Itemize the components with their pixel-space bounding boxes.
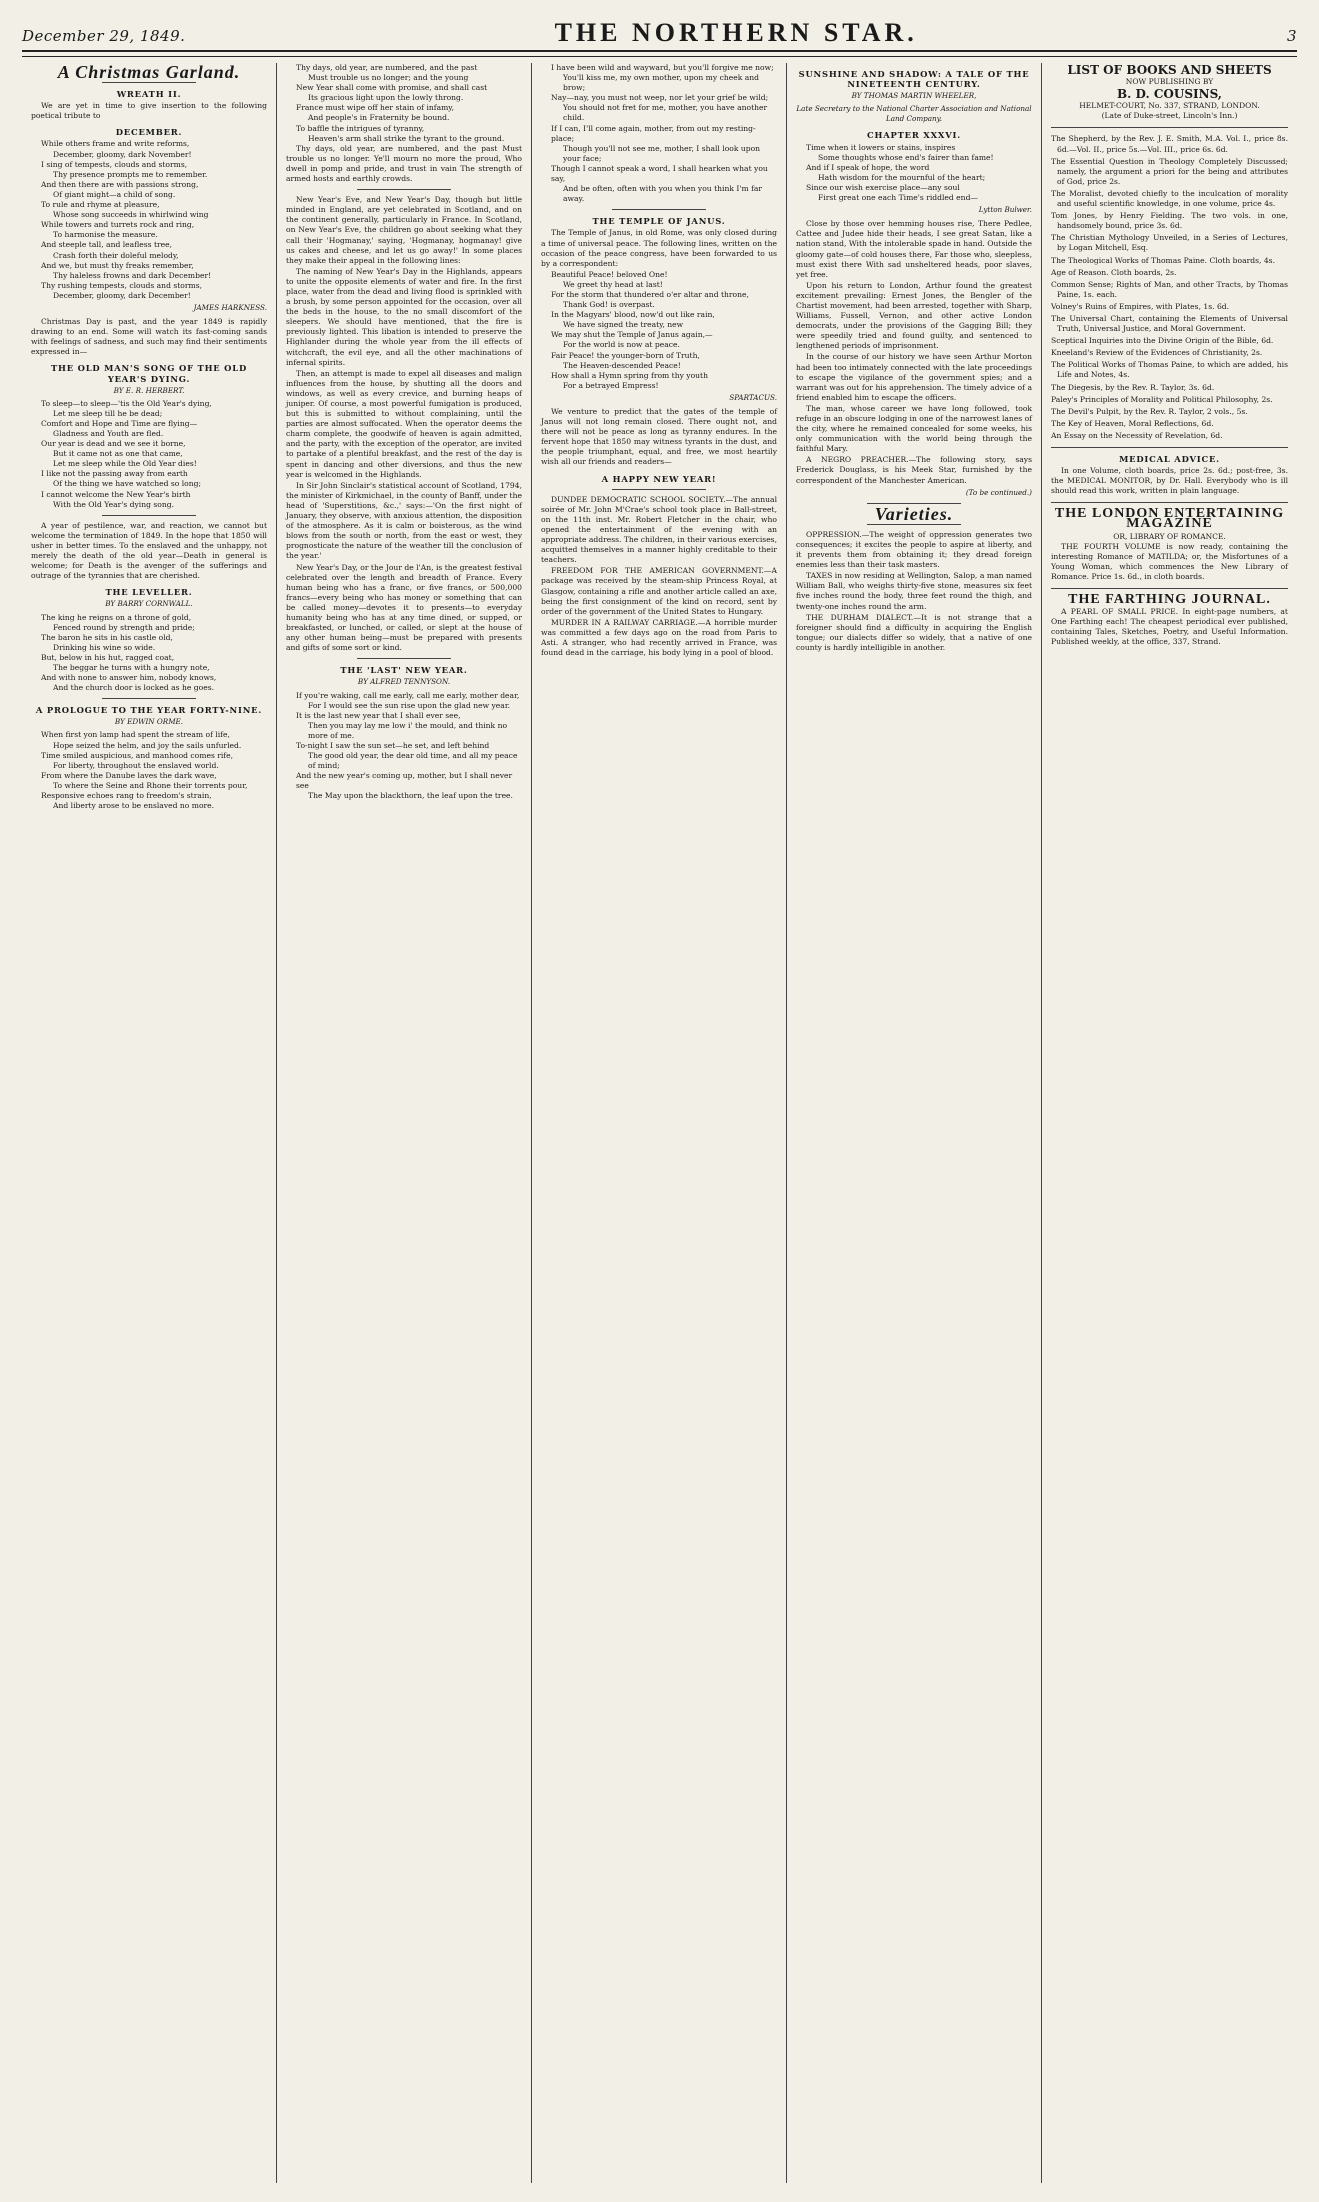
byline: BY BARRY CORNWALL. bbox=[105, 599, 193, 609]
list-item: Sceptical Inquiries into the Divine Origin of the Bible, 6d. bbox=[1051, 336, 1274, 346]
columns bbox=[22, 63, 1297, 2183]
poem-line: Thy rushing tempests, clouds and storms, bbox=[41, 280, 203, 290]
list-item: Kneeland's Review of the Evidences of Christianity, 2s. bbox=[1051, 348, 1263, 358]
list-item: The Diegesis, by the Rev. R. Taylor, 3s. 6d. bbox=[1051, 382, 1215, 392]
verse-block bbox=[541, 63, 777, 204]
chapter-heading: CHAPTER XXXVI. bbox=[867, 130, 961, 141]
poem-line: Heaven's arm shall strike the tyrant to the ground. bbox=[308, 133, 505, 143]
verse-block bbox=[286, 63, 522, 144]
poem-line: For the storm that thundered o'er altar and throne, bbox=[551, 289, 749, 299]
article-paragraph: FREEDOM FOR THE AMERICAN GOVERNMENT.—A package was received by the steam-ship Princess Royal, at Glasgow, containing a rifle and another article called an axe, being the first consignment of the kind on record, sent by order of the government of the United States to Hungary. bbox=[541, 566, 777, 616]
poem-line: You'll kiss me, my own mother, upon my cheek and brow; bbox=[563, 73, 760, 93]
poem-line: But it came not as one that came, bbox=[53, 449, 183, 459]
poem-line: And be often, often with you when you think I'm far away. bbox=[563, 184, 763, 204]
poem-line: To rule and rhyme at pleasure, bbox=[41, 200, 160, 210]
poem-line: The Heaven-descended Peace! bbox=[563, 360, 681, 370]
byline: BY E. R. HERBERT. bbox=[113, 385, 185, 395]
list-item: Volney's Ruins of Empires, with Plates, 1s. 6d. bbox=[1051, 301, 1230, 311]
poem-line: To where the Seine and Rhone their torrents pour, bbox=[53, 780, 248, 790]
poem-line: Let me sleep till he be dead; bbox=[53, 408, 163, 418]
poem-line: New Year shall come with promise, and shall cast bbox=[296, 83, 488, 93]
list-item: Age of Reason. Cloth boards, 2s. bbox=[1051, 267, 1177, 277]
poem-line: And the new year's coming up, mother, but I shall never see bbox=[296, 771, 513, 791]
magazine-title: THE LONDON ENTERTAINING MAGAZINE bbox=[1054, 506, 1285, 532]
poem-line: Hath wisdom for the mournful of the heart; bbox=[818, 172, 986, 182]
poem-line: Though you'll not see me, mother, I shall look upon your face; bbox=[563, 143, 761, 163]
poem-line: Its gracious light upon the lowly throng. bbox=[308, 93, 464, 103]
poem-line: Let me sleep while the Old Year dies! bbox=[53, 459, 197, 469]
poem-line: Of the thing we have watched so long; bbox=[53, 479, 202, 489]
poem-line: And steeple tall, and leafless tree, bbox=[41, 240, 173, 250]
book-list-heading: LIST OF BOOKS AND SHEETS bbox=[1067, 63, 1272, 77]
article-paragraph: THE FOURTH VOLUME is now ready, containing the interesting Romance of MATILDA; or, the Misfortunes of a Young Woman, which commences the New Library of Romance. Price 1s. 6d., in cloth boards. bbox=[1051, 541, 1288, 581]
newspaper-title: THE NORTHERN STAR. bbox=[554, 18, 918, 47]
poem-signature: JAMES HARKNESS. bbox=[193, 302, 267, 312]
december-poem bbox=[31, 139, 267, 301]
poem-line: The good old year, the dear old time, and all my peace of mind; bbox=[308, 751, 518, 771]
poem-line: I sing of tempests, clouds and storms, bbox=[41, 159, 188, 169]
poem-line: For I would see the sun rise upon the glad new year. bbox=[308, 700, 511, 710]
publisher-address: HELMET-COURT, No. 337, STRAND, LONDON. bbox=[1079, 101, 1260, 111]
section-title-varieties: Varieties. bbox=[874, 503, 954, 524]
list-item: The Moralist, devoted chiefly to the inculcation of morality and useful scientific knowledge, in one volume, price 4s. bbox=[1051, 188, 1288, 209]
article-paragraph: Then, an attempt is made to expel all diseases and malign influences from the house, by shutting all the doors and windows, as well as every crevice, and burning heaps of juniper. Of course, a most powerful fumigation is produced, but this is submitted to without complaining, until the parties are almost suffocated. When the operator deems the charm complete, the goodwife of heaven is again admitted, and the party, with the exception of the operator, are invited to partake of a plentiful breakfast, and the rest of the day is spent in dancing and other diversions, and thus the new year is welcomed in the Highlands. bbox=[286, 368, 522, 479]
poem-line: But, below in his hut, ragged coat, bbox=[41, 652, 175, 662]
section-title-christmas-garland: A Christmas Garland. bbox=[57, 63, 241, 82]
poem-line: And if I speak of hope, the word bbox=[806, 162, 930, 172]
poem-line: Some thoughts whose end's fairer than fame! bbox=[818, 152, 994, 162]
poem-line: With the Old Year's dying song. bbox=[53, 499, 175, 509]
article-paragraph: A NEGRO PREACHER.—The following story, says Frederick Douglass, is his Meek Star, furnished by the correspondent of the Manchester American. bbox=[796, 455, 1032, 485]
poem-line: Crash forth their doleful melody, bbox=[53, 250, 179, 260]
list-item: The Universal Chart, containing the Elements of Universal Truth, Universal Justice, and Moral Government. bbox=[1051, 313, 1288, 334]
list-item: An Essay on the Necessity of Revelation, 6d. bbox=[1051, 430, 1223, 440]
poem-line: Nay—nay, you must not weep, nor let your grief be wild; bbox=[551, 93, 769, 103]
poem-signature: Lytton Bulwer. bbox=[978, 205, 1032, 215]
poem-line: And people's in Fraternity be bound. bbox=[308, 113, 450, 123]
masthead bbox=[22, 18, 1297, 52]
list-item: The Shepherd, by the Rev. J. E. Smith, M.A. Vol. I., price 8s. 6d.—Vol. II., price 5s.—Vol. III., price 6s. 6d. bbox=[1051, 134, 1288, 154]
poem-line: It is the last new year that I shall ever see, bbox=[296, 710, 461, 720]
poem-line: Fenced round by strength and pride; bbox=[53, 622, 195, 632]
article-paragraph: In Sir John Sinclair's statistical account of Scotland, 1794, the minister of Kirkmichael, in the county of Banff, under the head of 'Superstitions, &c.,' says:—'On the first night of January, they observe, with anxious attention, the disposition of the atmosphere. As it is calm or boisterous, as the wind blows from the south or north, from the east or west, they prognosticate the nature of the weather till the conclusion of the year.' bbox=[286, 480, 522, 561]
poem-line: To sleep—to sleep—'tis the Old Year's dying, bbox=[41, 398, 212, 408]
poem-line: And we, but must thy freaks remember, bbox=[41, 260, 194, 270]
poem-line: The May upon the blackthorn, the leaf upon the tree. bbox=[308, 791, 513, 801]
poem-line: While others frame and write reforms, bbox=[41, 139, 190, 149]
poem-line: For liberty, throughout the enslaved world. bbox=[53, 760, 219, 770]
poem-line: Fair Peace! the younger-born of Truth, bbox=[551, 350, 700, 360]
old-mans-song-poem bbox=[31, 399, 267, 510]
article-paragraph: Close by those over hemming houses rise, There Pedlee, Cattee and Judee hide their heads, I see great Satan, like a nation stand, With the intolerable spade in hand. Outside the gloomy gate—of cold houses there, Far those who, sleepless, must exist there With sad unsheltered heads, poor slaves, yet free. bbox=[796, 219, 1032, 279]
poem-line: Beautiful Peace! beloved One! bbox=[551, 269, 668, 279]
list-item: Tom Jones, by Henry Fielding. The two vols. in one, handsomely bound, price 3s. 6d. bbox=[1051, 211, 1288, 231]
poem-line: We have signed the treaty, new bbox=[563, 320, 684, 330]
column-3 bbox=[532, 63, 787, 2183]
poem-line: While towers and turrets rock and ring, bbox=[41, 220, 195, 230]
poem-signature: SPARTACUS. bbox=[729, 392, 777, 402]
article-paragraph: New Year's Day, or the Jour de l'An, is the greatest festival celebrated over the length and breadth of France. Every human being who has a franc, or five francs, or 500,000 francs—every being who has money or something that can be called money—devotes it to presents—to everyday humanity being who has at any time dined, or supped, or breakfasted, or lunched, or called, or slept at the house of any other human being—must be prepared with presents and gifts of some sort or kind. bbox=[286, 562, 522, 653]
article-paragraph: TAXES in now residing at Wellington, Salop, a man named William Ball, who weighs thirty-five stone, measures six feet five inches round the body, three feet round the thigh, and twenty-one inches round the arm. bbox=[796, 571, 1032, 611]
poem-line: If I can, I'll come again, mother, from out my resting-place; bbox=[551, 123, 756, 143]
poem-line: I like not the passing away from earth bbox=[41, 469, 188, 479]
article-paragraph: A year of pestilence, war, and reaction, we cannot but welcome the termination of 1849. In the hope that 1850 will usher in better times. To the enslaved and the unhappy, not merely the death of the old year—Death in general is welcome; for Death is the avenger of the sufferings and outrage of the tyrannies that are cherished. bbox=[31, 520, 267, 581]
article-paragraph: DUNDEE DEMOCRATIC SCHOOL SOCIETY.—The annual soirée of Mr. John M'Crae's school took place in Ball-street, on the 11th inst. Mr. Robert Fletcher in the chair, who opened the entertainment of the evening with an appropriate address. The children, in their various exercises, acquitted themselves in a manner highly creditable to their teachers. bbox=[541, 494, 777, 565]
magazine-subtitle: OR, LIBRARY OF ROMANCE. bbox=[1113, 531, 1226, 541]
poem-line: Whose song succeeds in whirlwind wing bbox=[53, 210, 209, 220]
poem-line: Thank God! is overpast. bbox=[563, 300, 655, 310]
poem-line: To-night I saw the sun set—he set, and left behind bbox=[296, 741, 490, 750]
poem-line: Must trouble us no longer; and the young bbox=[308, 73, 469, 83]
farthing-journal-title: THE FARTHING JOURNAL. bbox=[1068, 592, 1271, 608]
list-item: Common Sense; Rights of Man, and other Tracts, by Thomas Paine, 1s. each. bbox=[1051, 279, 1288, 299]
serial-title: SUNSHINE AND SHADOW: A TALE OF THE NINETEENTH CENTURY. bbox=[798, 69, 1030, 90]
list-item: The Christian Mythology Unveiled, in a Series of Lectures, by Logan Mitchell, Esq. bbox=[1051, 233, 1288, 253]
article-paragraph: OPPRESSION.—The weight of oppression generates two consequences; it excites the people to aspire at liberty, and it prevents them from obtaining it; they dread foreign enemies less than their task masters. bbox=[796, 529, 1032, 570]
column-5 bbox=[1042, 63, 1297, 2183]
poem-line: The baron he sits in his castle old, bbox=[41, 632, 173, 642]
prologue-poem bbox=[31, 730, 267, 811]
poem-line: And with none to answer him, nobody knows, bbox=[41, 673, 217, 683]
advert-subtitle: NOW PUBLISHING BY bbox=[1125, 77, 1214, 87]
list-item: The Theological Works of Thomas Paine. Cloth boards, 4s. bbox=[1051, 255, 1275, 265]
to-be-continued: (To be continued.) bbox=[965, 487, 1032, 497]
poem-line: Gladness and Youth are fled. bbox=[53, 429, 164, 438]
leveller-poem bbox=[31, 613, 267, 694]
poem-line: To harmonise the measure. bbox=[53, 230, 158, 240]
byline: BY THOMAS MARTIN WHEELER, bbox=[851, 91, 977, 101]
poem-line: And liberty arose to be enslaved no more. bbox=[53, 801, 215, 811]
poem-line: For the world is now at peace. bbox=[563, 340, 680, 350]
poem-line: Thy days, old year, are numbered, and the past bbox=[296, 63, 478, 72]
wreath-heading: WREATH II. bbox=[116, 89, 182, 100]
article-paragraph: Upon his return to London, Arthur found the greatest excitement prevailing: Ernest Jones, the Bengler of the Chartist movement, had been arrested, together with Sharp, Williams, Fussell, Vernon, and other active London democrats, under the provisions of the Gagging Bill; they were speedily tried and found guilty, and sentenced to lengthened periods of imprisonment. bbox=[796, 280, 1032, 351]
poem-line: Then you may lay me low i' the mould, and think no more of me. bbox=[308, 720, 508, 740]
poem-line: We greet thy head at last! bbox=[563, 279, 663, 289]
article-paragraph: THE DURHAM DIALECT.—It is not strange that a foreigner should find a difficulty in acquiring the English tongue; our dialects differ so widely, that a native of one county is hardly intelligible in another. bbox=[796, 612, 1032, 652]
article-paragraph: The Temple of Janus, in old Rome, was only closed during a time of universal peace. The following lines, written on the occasion of the peace congress, have been forwarded to us by a correspondent: bbox=[541, 228, 777, 268]
page-number: 3 bbox=[1286, 27, 1297, 45]
poem-line: We may shut the Temple of Janus again,— bbox=[551, 330, 713, 340]
old-mans-song-heading: THE OLD MAN'S SONG OF THE OLD YEAR'S DYING. bbox=[50, 363, 248, 384]
article-paragraph: The man, whose career we have long followed, took refuge in an obscure lodging in one of the narrowest lanes of the city, where he remained concealed for some weeks, his only communication with the world being through the faithful Mary. bbox=[796, 403, 1032, 454]
poem-line: When first yon lamp had spent the stream of life, bbox=[41, 730, 230, 740]
poem-line: Thy haleless frowns and dark December! bbox=[53, 270, 212, 280]
poem-line: For a betrayed Empress! bbox=[563, 380, 659, 390]
leveller-heading: THE LEVELLER. bbox=[105, 587, 193, 598]
issue-date: December 29, 1849. bbox=[22, 27, 186, 45]
intro-text: We are yet in time to give insertion to the following poetical tribute to bbox=[31, 101, 267, 121]
article-paragraph: MURDER IN A RAILWAY CARRIAGE.—A horrible murder was committed a few days ago on the road from Paris to Asti. A stranger, who had recently arrived in France, was found dead in the carriage, his body lying in a pool of blood. bbox=[541, 617, 777, 658]
book-list bbox=[1051, 134, 1288, 441]
poem-line: And the church door is locked as he goes. bbox=[53, 683, 215, 693]
column-2 bbox=[277, 63, 532, 2183]
last-new-year-heading: THE 'LAST' NEW YEAR. bbox=[340, 665, 468, 676]
publisher-name: B. D. COUSINS, bbox=[1117, 87, 1222, 102]
prologue-heading: A PROLOGUE TO THE YEAR FORTY-NINE. bbox=[35, 705, 263, 716]
poem-line: First great one each Time's riddled end— bbox=[818, 193, 979, 203]
poem-line: Hope seized the helm, and joy the sails unfurled. bbox=[53, 740, 242, 750]
article-paragraph: Christmas Day is past, and the year 1849 is rapidly drawing to an end. Some will watch its fast-coming sands with feelings of sadness, and such may find their sentiments expressed in— bbox=[31, 317, 267, 357]
article-paragraph: A PEARL OF SMALL PRICE. In eight-page numbers, at One Farthing each! The cheapest periodical ever published, containing Tales, Sketches, Poetry, and Useful Information. Published weekly, at the office, 337, Strand. bbox=[1051, 607, 1288, 647]
article-paragraph: The naming of New Year's Day in the Highlands, appears to unite the opposite elements of water and fire. In the first place, water from the dead and living flood is sprinkled with a brush, by some person appointed for the occasion, over all the beds in the house, to the no small discomfort of the sleepers. We should have mentioned, that the fire is previously lighted. This libation is intended to preserve the Highlander during the whole year from the ill effects of witchcraft, the evil eye, and all the other machinations of infernal spirits. bbox=[286, 266, 522, 367]
poem-line: Since our wish exercise place—any soul bbox=[806, 182, 960, 192]
poem-line: Responsive echoes rang to freedom's strain, bbox=[41, 791, 212, 800]
poem-line: Time smiled auspicious, and manhood comes rife, bbox=[41, 750, 234, 760]
byline: BY EDWIN ORME. bbox=[114, 717, 184, 727]
poem-line: The beggar he turns with a hungry note, bbox=[53, 662, 210, 672]
poem-line: The king he reigns on a throne of gold, bbox=[41, 612, 192, 622]
list-item: The Devil's Pulpit, by the Rev. R. Taylor, 2 vols., 5s. bbox=[1051, 406, 1248, 416]
byline: BY ALFRED TENNYSON. bbox=[357, 677, 451, 687]
article-paragraph: In one Volume, cloth boards, price 2s. 6d.; post-free, 3s. the MEDICAL MONITOR, by Dr. Hall. Everybody who is ill should read this work, written in plain language. bbox=[1051, 466, 1288, 496]
list-item: The Essential Question in Theology Completely Discussed; namely, the argument a priori for the being and attributes of God, price 2s. bbox=[1051, 156, 1288, 186]
poem-line: Thy presence prompts me to remember. bbox=[53, 169, 208, 179]
article-paragraph: We venture to predict that the gates of the temple of Janus will not long remain closed. There ought not, and there will not be peace as long as tyranny endures. In the fervent hope that 1850 may witness tyrants in the dust, and the people triumphant, equal, and free, we most heartily wish all our friends and readers— bbox=[541, 407, 777, 467]
temple-of-janus-heading: THE TEMPLE OF JANUS. bbox=[592, 216, 726, 227]
poem-line: Though I cannot speak a word, I shall hearken what you say, bbox=[551, 163, 768, 184]
article-paragraph: In the course of our history we have seen Arthur Morton had been too intimately connected with the late proceedings to escape the vigilance of the government spies; and a warrant was out for his apprehension. The timely advice of a friend enabled him to escape the officers. bbox=[796, 352, 1032, 402]
december-heading: DECEMBER. bbox=[115, 127, 183, 138]
list-item: The Political Works of Thomas Paine, to which are added, his Life and Notes, 4s. bbox=[1051, 360, 1288, 380]
list-item: Paley's Principles of Morality and Political Philosophy, 2s. bbox=[1051, 394, 1273, 404]
article-paragraph: Thy days, old year, are numbered, and the past Must trouble us no longer. Ye'll mourn no more the proud, Who dwell in pomp and pride, and trust in vain The strength of armed hosts and earthly crowds. bbox=[286, 143, 522, 184]
poem-line: And then there are with passions strong, bbox=[41, 179, 199, 189]
poem-line: If you're waking, call me early, call me early, mother dear, bbox=[296, 690, 520, 700]
poem-line: I have been wild and wayward, but you'll forgive me now; bbox=[551, 63, 774, 72]
poem-line: To baffle the intrigues of tyranny, bbox=[296, 123, 425, 133]
poem-line: How shall a Hymn spring from thy youth bbox=[551, 370, 709, 380]
poem-line: Drinking his wine so wide. bbox=[53, 642, 156, 652]
medical-advice-heading: MEDICAL ADVICE. bbox=[1119, 454, 1220, 464]
column-4 bbox=[787, 63, 1042, 2183]
epigraph bbox=[796, 143, 1032, 204]
poem-line: From where the Danube laves the dark wave, bbox=[41, 770, 217, 780]
poem-line: I cannot welcome the New Year's birth bbox=[41, 489, 191, 499]
publisher-address-note: (Late of Duke-street, Lincoln's Inn.) bbox=[1101, 111, 1238, 121]
poem-line: December, gloomy, dark December! bbox=[53, 290, 191, 300]
janus-poem bbox=[541, 270, 777, 391]
poem-line: Time when it lowers or stains, inspires bbox=[806, 142, 956, 152]
happy-new-year-heading: A HAPPY NEW YEAR! bbox=[601, 473, 717, 484]
column-1 bbox=[22, 63, 277, 2183]
poem-line: France must wipe off her stain of infamy, bbox=[296, 103, 454, 113]
poem-line: Our year is dead and we see it borne, bbox=[41, 439, 186, 449]
poem-line: Of giant might—a child of song. bbox=[53, 189, 176, 199]
byline: Late Secretary to the National Charter Association and National Land Company. bbox=[796, 104, 1032, 124]
poem-line: You should not fret for me, mother, you have another child. bbox=[563, 103, 768, 123]
last-new-year-poem bbox=[286, 691, 522, 802]
poem-line: Comfort and Hope and Time are flying— bbox=[41, 418, 198, 428]
poem-line: December, gloomy, dark November! bbox=[53, 149, 192, 159]
list-item: The Key of Heaven, Moral Reflections, 6d. bbox=[1051, 418, 1214, 428]
poem-line: In the Magyars' blood, now'd out like rain, bbox=[551, 310, 715, 320]
article-paragraph: New Year's Eve, and New Year's Day, though but little minded in England, are yet celebrated in Scotland, and on the continent generally, particularly in France. In Scotland, on New Year's Eve, the children go about seeking what they call their 'Hogmanay,' saying, 'Hogmanay, hogmanay! give us cakes and cheese, and let us go away!' In some places they make their appeal in the following lines: bbox=[286, 195, 522, 265]
